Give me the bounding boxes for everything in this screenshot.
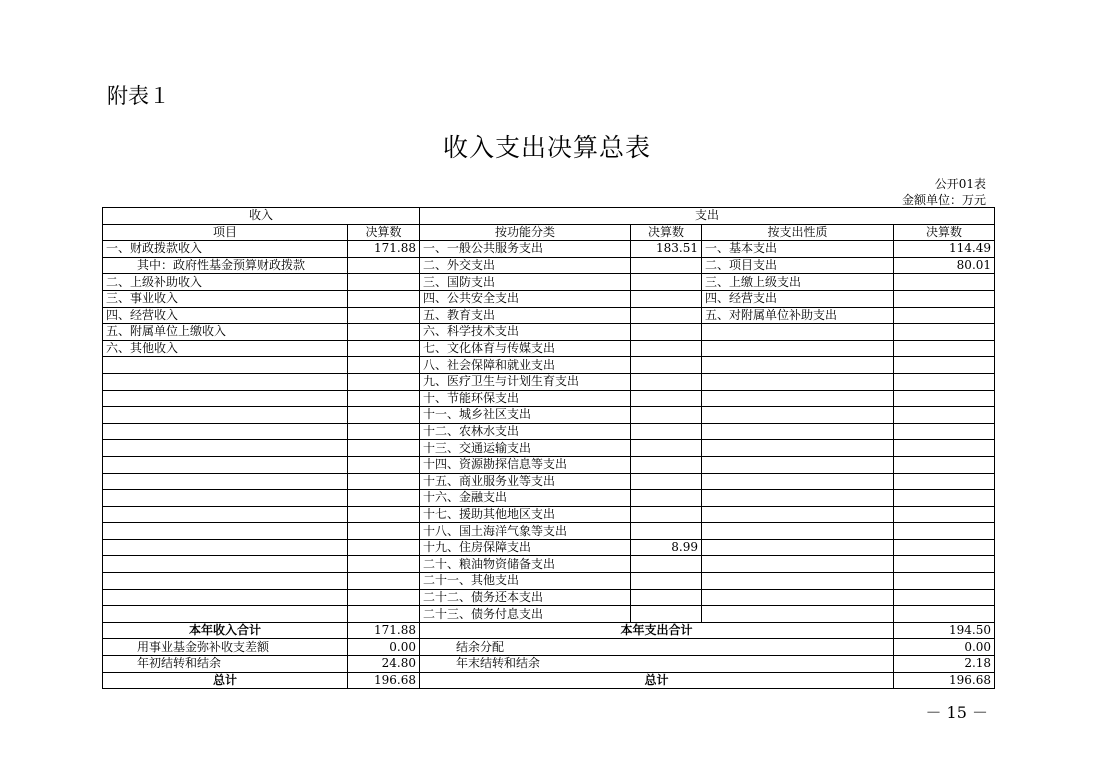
function-item: 二十三、债务付息支出 — [420, 606, 631, 623]
function-value — [631, 407, 702, 424]
function-value — [631, 556, 702, 573]
income-item: 五、附属单位上缴收入 — [103, 324, 348, 341]
income-value — [348, 407, 420, 424]
function-item: 十六、金融支出 — [420, 490, 631, 507]
income-value — [348, 606, 420, 623]
nature-item — [702, 407, 894, 424]
income-value — [348, 324, 420, 341]
table-row — [103, 573, 995, 590]
table-body — [103, 208, 995, 623]
annex-label: 附表１ — [107, 84, 170, 108]
nature-value — [894, 373, 995, 390]
income-value — [348, 340, 420, 357]
income-value — [348, 357, 420, 374]
function-value — [631, 523, 702, 540]
income-expense-table — [102, 207, 995, 689]
nature-item — [702, 340, 894, 357]
income-value — [348, 274, 420, 291]
nature-value — [894, 589, 995, 606]
income-item — [103, 490, 348, 507]
fund-offset-value: 0.00 — [348, 639, 420, 656]
income-value — [348, 290, 420, 307]
table-row — [103, 357, 995, 374]
nature-item — [702, 440, 894, 457]
income-value: 171.88 — [348, 241, 420, 258]
income-value — [348, 307, 420, 324]
function-value — [631, 357, 702, 374]
table-row — [103, 274, 995, 291]
table-row — [103, 407, 995, 424]
function-value — [631, 473, 702, 490]
function-value — [631, 274, 702, 291]
income-item — [103, 390, 348, 407]
table-row — [103, 490, 995, 507]
nature-item: 五、对附属单位补助支出 — [702, 307, 894, 324]
function-header: 按功能分类 — [420, 224, 631, 241]
nature-value — [894, 423, 995, 440]
income-item: 二、上级补助收入 — [103, 274, 348, 291]
table-row — [103, 523, 995, 540]
begin-balance-label: 年初结转和结余 — [103, 656, 348, 673]
income-item — [103, 373, 348, 390]
year-income-value: 171.88 — [348, 622, 420, 639]
nature-value — [894, 440, 995, 457]
income-item: 三、事业收入 — [103, 290, 348, 307]
income-item — [103, 606, 348, 623]
nature-item — [702, 423, 894, 440]
table-row — [103, 290, 995, 307]
item-header: 项目 — [103, 224, 348, 241]
income-item — [103, 357, 348, 374]
nature-value — [894, 473, 995, 490]
income-item — [103, 523, 348, 540]
surplus-dist-value: 0.00 — [894, 639, 995, 656]
header-row-2 — [103, 224, 995, 241]
function-value — [631, 440, 702, 457]
function-value — [631, 589, 702, 606]
function-value: 183.51 — [631, 241, 702, 258]
unit-label: 金额单位：万元 — [901, 193, 986, 207]
table-row — [103, 506, 995, 523]
nature-item: 四、经营支出 — [702, 290, 894, 307]
table-row — [103, 257, 995, 274]
year-total-row — [103, 622, 995, 639]
nature-value — [894, 539, 995, 556]
nature-value — [894, 606, 995, 623]
nature-item — [702, 373, 894, 390]
table-row — [103, 423, 995, 440]
nature-value — [894, 274, 995, 291]
table-row — [103, 556, 995, 573]
income-value — [348, 573, 420, 590]
function-item: 二十一、其他支出 — [420, 573, 631, 590]
income-value — [348, 589, 420, 606]
function-value — [631, 423, 702, 440]
function-value — [631, 490, 702, 507]
function-item: 十一、城乡社区支出 — [420, 407, 631, 424]
nature-item — [702, 573, 894, 590]
nature-item: 二、项目支出 — [702, 257, 894, 274]
end-balance-value: 2.18 — [894, 656, 995, 673]
income-value — [348, 556, 420, 573]
income-value — [348, 440, 420, 457]
function-value — [631, 456, 702, 473]
function-item: 五、教育支出 — [420, 307, 631, 324]
nature-value: 80.01 — [894, 257, 995, 274]
nature-value — [894, 357, 995, 374]
function-item: 二十二、债务还本支出 — [420, 589, 631, 606]
nature-item — [702, 357, 894, 374]
nature-value — [894, 307, 995, 324]
nature-value — [894, 324, 995, 341]
nature-amount-header: 决算数 — [894, 224, 995, 241]
table-row — [103, 456, 995, 473]
income-value — [348, 373, 420, 390]
nature-item — [702, 490, 894, 507]
function-item: 十九、住房保障支出 — [420, 539, 631, 556]
table-row — [103, 390, 995, 407]
function-item: 八、社会保障和就业支出 — [420, 357, 631, 374]
grand-expense-label: 总计 — [420, 672, 894, 689]
grand-income-label: 总计 — [103, 672, 348, 689]
function-item: 十八、国土海洋气象等支出 — [420, 523, 631, 540]
income-value — [348, 539, 420, 556]
nature-item — [702, 589, 894, 606]
header-row-1 — [103, 208, 995, 225]
function-item: 三、国防支出 — [420, 274, 631, 291]
nature-header: 按支出性质 — [702, 224, 894, 241]
nature-item — [702, 606, 894, 623]
income-header: 收入 — [103, 208, 420, 225]
function-item: 十二、农林水支出 — [420, 423, 631, 440]
end-balance-label: 年末结转和结余 — [420, 656, 894, 673]
function-value — [631, 606, 702, 623]
nature-item — [702, 539, 894, 556]
income-item — [103, 556, 348, 573]
income-value — [348, 473, 420, 490]
nature-value — [894, 573, 995, 590]
begin-balance-value: 24.80 — [348, 656, 420, 673]
table-row — [103, 440, 995, 457]
expense-header: 支出 — [420, 208, 995, 225]
grand-income-value: 196.68 — [348, 672, 420, 689]
page-number: － 15 － — [925, 703, 988, 722]
nature-item — [702, 506, 894, 523]
income-item — [103, 440, 348, 457]
nature-value — [894, 523, 995, 540]
fund-offset-label: 用事业基金弥补收支差额 — [103, 639, 348, 656]
function-value — [631, 307, 702, 324]
table-code: 公开01表 — [934, 177, 986, 191]
function-amount-header: 决算数 — [631, 224, 702, 241]
nature-item — [702, 390, 894, 407]
table-row — [103, 340, 995, 357]
income-value — [348, 490, 420, 507]
function-value — [631, 573, 702, 590]
nature-value — [894, 390, 995, 407]
income-item — [103, 456, 348, 473]
function-item: 九、医疗卫生与计划生育支出 — [420, 373, 631, 390]
income-item: 六、其他收入 — [103, 340, 348, 357]
function-value: 8.99 — [631, 539, 702, 556]
income-value — [348, 523, 420, 540]
income-item — [103, 473, 348, 490]
grand-total-row — [103, 672, 995, 689]
table-row — [103, 307, 995, 324]
page-title: 收入支出决算总表 — [442, 133, 651, 162]
surplus-dist-label: 结余分配 — [420, 639, 894, 656]
function-item: 一、一般公共服务支出 — [420, 241, 631, 258]
totals-body — [103, 622, 995, 688]
income-value — [348, 423, 420, 440]
function-item: 四、公共安全支出 — [420, 290, 631, 307]
nature-value — [894, 407, 995, 424]
income-item — [103, 407, 348, 424]
function-item: 二十、粮油物资储备支出 — [420, 556, 631, 573]
income-amount-header: 决算数 — [348, 224, 420, 241]
income-item: 一、财政拨款收入 — [103, 241, 348, 258]
function-value — [631, 373, 702, 390]
function-item: 十七、援助其他地区支出 — [420, 506, 631, 523]
income-item — [103, 423, 348, 440]
function-item: 十五、商业服务业等支出 — [420, 473, 631, 490]
nature-item: 一、基本支出 — [702, 241, 894, 258]
function-item: 二、外交支出 — [420, 257, 631, 274]
nature-value — [894, 340, 995, 357]
nature-item — [702, 523, 894, 540]
function-value — [631, 506, 702, 523]
table-row — [103, 606, 995, 623]
nature-value: 114.49 — [894, 241, 995, 258]
function-value — [631, 390, 702, 407]
income-item — [103, 573, 348, 590]
nature-value — [894, 506, 995, 523]
table-row — [103, 473, 995, 490]
income-value — [348, 506, 420, 523]
nature-item — [702, 456, 894, 473]
function-item: 十三、交通运输支出 — [420, 440, 631, 457]
income-item — [103, 589, 348, 606]
function-value — [631, 257, 702, 274]
nature-item — [702, 473, 894, 490]
nature-item — [702, 324, 894, 341]
function-item: 十、节能环保支出 — [420, 390, 631, 407]
income-item — [103, 539, 348, 556]
table-row — [103, 539, 995, 556]
function-item: 七、文化体育与传媒支出 — [420, 340, 631, 357]
income-item: 其中：政府性基金预算财政拨款 — [103, 257, 348, 274]
year-expense-value: 194.50 — [894, 622, 995, 639]
table-row — [103, 373, 995, 390]
balance-row — [103, 656, 995, 673]
year-income-label: 本年收入合计 — [103, 622, 348, 639]
nature-value — [894, 290, 995, 307]
nature-value — [894, 490, 995, 507]
income-item: 四、经营收入 — [103, 307, 348, 324]
function-value — [631, 290, 702, 307]
table-row — [103, 241, 995, 258]
income-value — [348, 390, 420, 407]
income-value — [348, 257, 420, 274]
year-expense-label: 本年支出合计 — [420, 622, 894, 639]
income-item — [103, 506, 348, 523]
nature-item — [702, 556, 894, 573]
table-row — [103, 324, 995, 341]
nature-value — [894, 556, 995, 573]
function-item: 六、科学技术支出 — [420, 324, 631, 341]
grand-expense-value: 196.68 — [894, 672, 995, 689]
nature-item: 三、上缴上级支出 — [702, 274, 894, 291]
table-row — [103, 589, 995, 606]
function-value — [631, 340, 702, 357]
function-item: 十四、资源勘探信息等支出 — [420, 456, 631, 473]
nature-value — [894, 456, 995, 473]
function-value — [631, 324, 702, 341]
income-value — [348, 456, 420, 473]
fund-offset-row — [103, 639, 995, 656]
